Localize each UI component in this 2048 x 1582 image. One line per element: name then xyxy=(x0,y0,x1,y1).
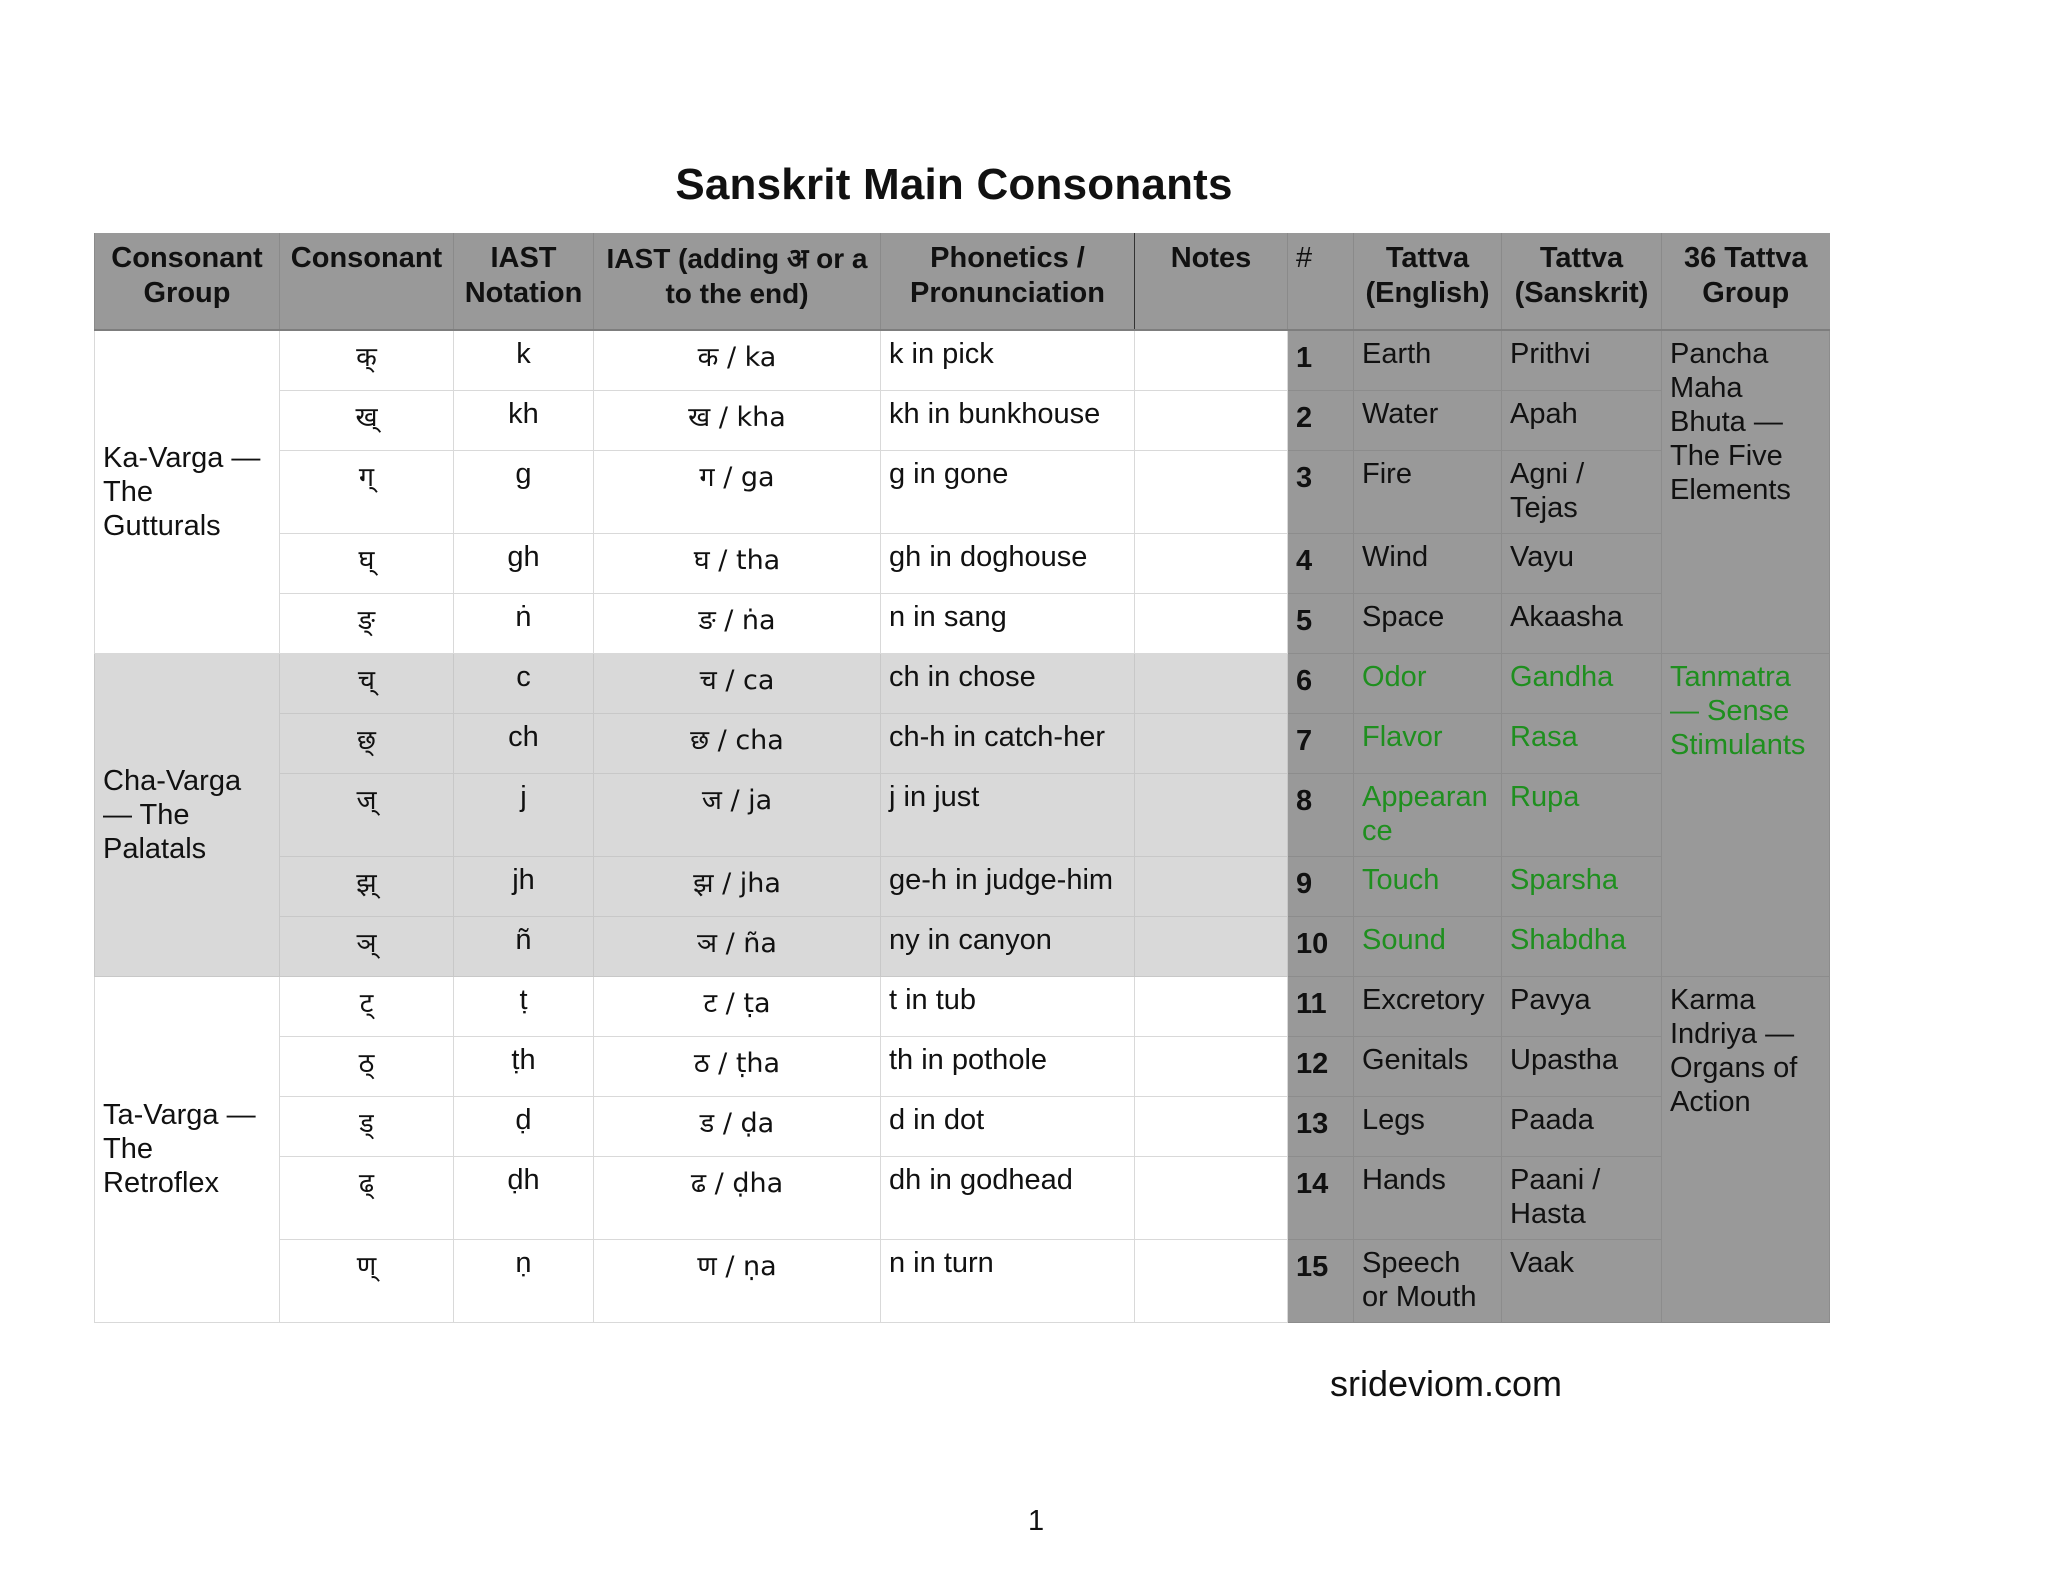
phonetics-cell: n in sang xyxy=(881,593,1135,653)
consonant-cell: ण् xyxy=(280,1239,454,1322)
header-tattva-english: Tattva (English) xyxy=(1354,233,1502,330)
tattva-number-cell: 10 xyxy=(1288,916,1354,976)
header-notes: Notes xyxy=(1135,233,1288,330)
iast-full-cell: च / ca xyxy=(594,653,881,713)
phonetics-cell: ny in canyon xyxy=(881,916,1135,976)
notes-cell xyxy=(1135,773,1288,856)
tattva-english-cell: Water xyxy=(1354,390,1502,450)
footer-website: srideviom.com xyxy=(1330,1363,1563,1404)
consonant-group-cell: Cha-Varga — The Palatals xyxy=(95,653,280,976)
iast-cell: j xyxy=(454,773,594,856)
consonants-table xyxy=(94,233,1830,1323)
table-row xyxy=(95,450,1830,533)
iast-full-cell: ण / ṇa xyxy=(594,1239,881,1322)
tattva-sanskrit-cell: Rasa xyxy=(1502,713,1662,773)
consonant-cell: ढ् xyxy=(280,1156,454,1239)
iast-full-cell: ख / kha xyxy=(594,390,881,450)
tattva-english-cell: Touch xyxy=(1354,856,1502,916)
tattva-number-cell: 8 xyxy=(1288,773,1354,856)
tattva-sanskrit-cell: Pavya xyxy=(1502,976,1662,1036)
notes-cell xyxy=(1135,1096,1288,1156)
tattva-number-cell: 12 xyxy=(1288,1036,1354,1096)
iast-full-cell: झ / jha xyxy=(594,856,881,916)
notes-cell xyxy=(1135,713,1288,773)
iast-cell: ch xyxy=(454,713,594,773)
table-row xyxy=(95,976,1830,1036)
phonetics-cell: g in gone xyxy=(881,450,1135,533)
phonetics-cell: n in turn xyxy=(881,1239,1135,1322)
phonetics-cell: ge-h in judge-him xyxy=(881,856,1135,916)
phonetics-cell: j in just xyxy=(881,773,1135,856)
header-number: # xyxy=(1288,233,1354,330)
tattva-number-cell: 15 xyxy=(1288,1239,1354,1322)
table-header-row xyxy=(95,233,1830,330)
tattva-english-cell: Earth xyxy=(1354,330,1502,390)
header-iast-full: IAST (adding अ or a to the end) xyxy=(594,233,881,330)
iast-cell: g xyxy=(454,450,594,533)
tattva-group-cell: Tanmatra — Sense Stimulants xyxy=(1662,653,1830,976)
tattva-sanskrit-cell: Akaasha xyxy=(1502,593,1662,653)
consonant-cell: ज् xyxy=(280,773,454,856)
tattva-sanskrit-cell: Gandha xyxy=(1502,653,1662,713)
consonant-cell: छ् xyxy=(280,713,454,773)
consonant-cell: क् xyxy=(280,330,454,390)
consonant-cell: घ् xyxy=(280,533,454,593)
iast-cell: k xyxy=(454,330,594,390)
tattva-group-cell: Karma Indriya — Organs of Action xyxy=(1662,976,1830,1322)
table-row xyxy=(95,1096,1830,1156)
iast-full-cell: ठ / ṭha xyxy=(594,1036,881,1096)
iast-full-cell: ङ / ṅa xyxy=(594,593,881,653)
iast-cell: ṭ xyxy=(454,976,594,1036)
tattva-english-cell: Space xyxy=(1354,593,1502,653)
tattva-english-cell: Sound xyxy=(1354,916,1502,976)
iast-cell: ṇ xyxy=(454,1239,594,1322)
notes-cell xyxy=(1135,856,1288,916)
iast-full-cell: ज / ja xyxy=(594,773,881,856)
phonetics-cell: ch-h in catch-her xyxy=(881,713,1135,773)
notes-cell xyxy=(1135,330,1288,390)
consonant-cell: झ् xyxy=(280,856,454,916)
iast-cell: ṅ xyxy=(454,593,594,653)
tattva-english-cell: Odor xyxy=(1354,653,1502,713)
table-row xyxy=(95,713,1830,773)
header-consonant: Consonant xyxy=(280,233,454,330)
tattva-number-cell: 3 xyxy=(1288,450,1354,533)
phonetics-cell: gh in doghouse xyxy=(881,533,1135,593)
notes-cell xyxy=(1135,976,1288,1036)
iast-cell: ḍ xyxy=(454,1096,594,1156)
consonant-cell: ट् xyxy=(280,976,454,1036)
iast-cell: ṭh xyxy=(454,1036,594,1096)
consonant-group-cell: Ta-Varga — The Retroflex xyxy=(95,976,280,1322)
tattva-sanskrit-cell: Upastha xyxy=(1502,1036,1662,1096)
tattva-number-cell: 11 xyxy=(1288,976,1354,1036)
notes-cell xyxy=(1135,1036,1288,1096)
header-consonant-group: Consonant Group xyxy=(95,233,280,330)
tattva-english-cell: Speech or Mouth xyxy=(1354,1239,1502,1322)
notes-cell xyxy=(1135,653,1288,713)
consonant-cell: च् xyxy=(280,653,454,713)
consonant-cell: ङ् xyxy=(280,593,454,653)
phonetics-cell: dh in godhead xyxy=(881,1156,1135,1239)
phonetics-cell: k in pick xyxy=(881,330,1135,390)
iast-full-cell: ग / ga xyxy=(594,450,881,533)
tattva-number-cell: 6 xyxy=(1288,653,1354,713)
iast-cell: jh xyxy=(454,856,594,916)
phonetics-cell: th in pothole xyxy=(881,1036,1135,1096)
table-row xyxy=(95,856,1830,916)
tattva-number-cell: 4 xyxy=(1288,533,1354,593)
header-phonetics: Phonetics / Pronunciation xyxy=(881,233,1135,330)
tattva-english-cell: Genitals xyxy=(1354,1036,1502,1096)
consonant-cell: ञ् xyxy=(280,916,454,976)
tattva-group-cell: Pancha Maha Bhuta — The Five Elements xyxy=(1662,330,1830,653)
tattva-sanskrit-cell: Shabdha xyxy=(1502,916,1662,976)
iast-full-cell: क / ka xyxy=(594,330,881,390)
tattva-sanskrit-cell: Paani / Hasta xyxy=(1502,1156,1662,1239)
notes-cell xyxy=(1135,916,1288,976)
consonant-cell: ख् xyxy=(280,390,454,450)
iast-cell: kh xyxy=(454,390,594,450)
table-row xyxy=(95,533,1830,593)
tattva-sanskrit-cell: Apah xyxy=(1502,390,1662,450)
consonant-cell: ठ् xyxy=(280,1036,454,1096)
tattva-sanskrit-cell: Agni / Tejas xyxy=(1502,450,1662,533)
iast-full-cell: ञ / ña xyxy=(594,916,881,976)
tattva-english-cell: Hands xyxy=(1354,1156,1502,1239)
iast-full-cell: ट / ṭa xyxy=(594,976,881,1036)
consonant-cell: ड् xyxy=(280,1096,454,1156)
tattva-english-cell: Excretory xyxy=(1354,976,1502,1036)
tattva-number-cell: 13 xyxy=(1288,1096,1354,1156)
notes-cell xyxy=(1135,1156,1288,1239)
tattva-number-cell: 9 xyxy=(1288,856,1354,916)
tattva-sanskrit-cell: Vaak xyxy=(1502,1239,1662,1322)
phonetics-cell: d in dot xyxy=(881,1096,1135,1156)
tattva-english-cell: Legs xyxy=(1354,1096,1502,1156)
tattva-english-cell: Wind xyxy=(1354,533,1502,593)
tattva-number-cell: 1 xyxy=(1288,330,1354,390)
notes-cell xyxy=(1135,450,1288,533)
table-row xyxy=(95,330,1830,390)
phonetics-cell: ch in chose xyxy=(881,653,1135,713)
tattva-sanskrit-cell: Prithvi xyxy=(1502,330,1662,390)
table-row xyxy=(95,1156,1830,1239)
page-number: 1 xyxy=(1028,1505,1045,1537)
notes-cell xyxy=(1135,593,1288,653)
iast-full-cell: ड / ḍa xyxy=(594,1096,881,1156)
table-row xyxy=(95,1239,1830,1322)
consonant-group-cell: Ka-Varga — The Gutturals xyxy=(95,330,280,653)
table-row xyxy=(95,653,1830,713)
tattva-english-cell: Fire xyxy=(1354,450,1502,533)
tattva-number-cell: 5 xyxy=(1288,593,1354,653)
notes-cell xyxy=(1135,533,1288,593)
tattva-sanskrit-cell: Vayu xyxy=(1502,533,1662,593)
table-row xyxy=(95,593,1830,653)
table-row xyxy=(95,773,1830,856)
tattva-english-cell: Appearan ce xyxy=(1354,773,1502,856)
iast-cell: ḍh xyxy=(454,1156,594,1239)
table-row xyxy=(95,1036,1830,1096)
iast-full-cell: ढ / ḍha xyxy=(594,1156,881,1239)
iast-cell: gh xyxy=(454,533,594,593)
notes-cell xyxy=(1135,390,1288,450)
iast-full-cell: छ / cha xyxy=(594,713,881,773)
notes-cell xyxy=(1135,1239,1288,1322)
tattva-number-cell: 14 xyxy=(1288,1156,1354,1239)
tattva-sanskrit-cell: Sparsha xyxy=(1502,856,1662,916)
consonant-cell: ग् xyxy=(280,450,454,533)
tattva-number-cell: 7 xyxy=(1288,713,1354,773)
tattva-number-cell: 2 xyxy=(1288,390,1354,450)
phonetics-cell: t in tub xyxy=(881,976,1135,1036)
header-tattva-sanskrit: Tattva (Sanskrit) xyxy=(1502,233,1662,330)
tattva-english-cell: Flavor xyxy=(1354,713,1502,773)
page-title: Sanskrit Main Consonants xyxy=(675,160,1233,209)
header-tattva-group: 36 Tattva Group xyxy=(1662,233,1830,330)
phonetics-cell: kh in bunkhouse xyxy=(881,390,1135,450)
table-row xyxy=(95,916,1830,976)
header-iast-notation: IAST Notation xyxy=(454,233,594,330)
tattva-sanskrit-cell: Rupa xyxy=(1502,773,1662,856)
tattva-sanskrit-cell: Paada xyxy=(1502,1096,1662,1156)
iast-cell: c xyxy=(454,653,594,713)
iast-full-cell: घ / tha xyxy=(594,533,881,593)
iast-cell: ñ xyxy=(454,916,594,976)
table-row xyxy=(95,390,1830,450)
